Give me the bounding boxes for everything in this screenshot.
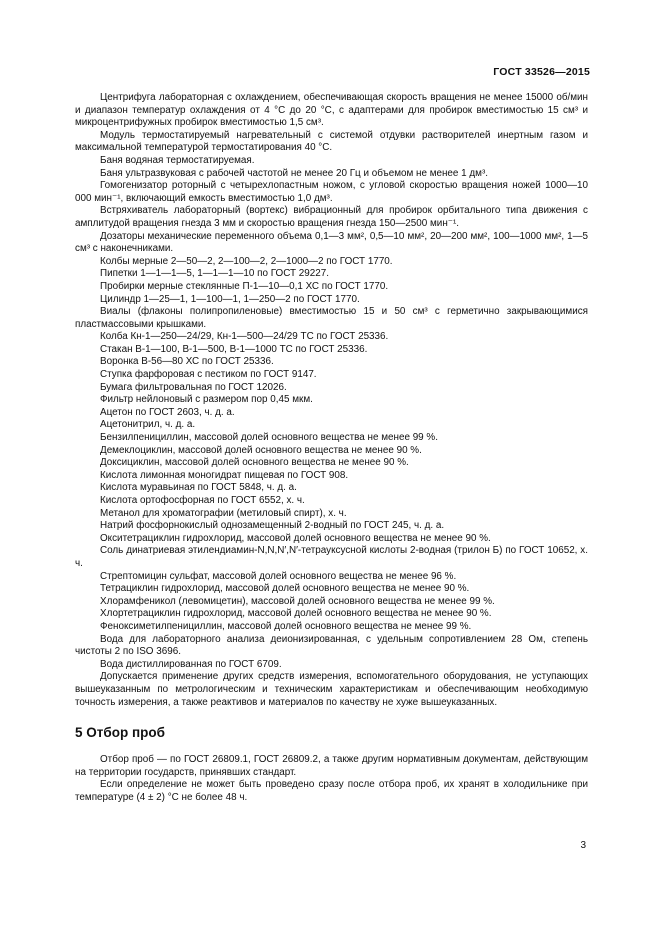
paragraph: Феноксиметилпенициллин, массовой долей основного вещества не менее 99 %. [100, 620, 472, 632]
paragraph: Цилиндр 1—25—1, 1—100—1, 1—250—2 по ГОСТ 1770. [100, 293, 360, 305]
paragraph: Вода для лабораторного анализа деионизированная, с удельным сопротивлением 28 Ом, степень чистоты 2 по ISO 3696. [75, 633, 588, 658]
page-number: 3 [580, 840, 586, 851]
paragraph: Кислота муравьиная по ГОСТ 5848, ч. д. а. [100, 482, 297, 494]
paragraph: Допускается применение других средств измерения, вспомогательного оборудования, не уступающих вышеуказанным по метрологическим и техническим характеристикам и обеспечивающим необходимую точность измерения, а также реактивов и материалов по качеству не хуже вышеуказанных. [75, 671, 588, 708]
section-title: 5 Отбор проб [75, 725, 165, 741]
section-5-body [75, 754, 588, 804]
paragraph: Натрий фосфорнокислый однозамещенный 2-водный по ГОСТ 245, ч. д. а. [100, 520, 445, 532]
paragraph: Фильтр нейлоновый с размером пор 0,45 мкм. [100, 394, 313, 406]
paragraph: Соль динатриевая этилендиамин-N,N,N′,N′-тетрауксусной кислоты 2-водная (трилон Б) по ГОСТ 10652, х. ч. [75, 545, 588, 569]
paragraph: Отбор проб — по ГОСТ 26809.1, ГОСТ 26809.2, а также другим нормативным документам, действующим на территории государств, принявших стандарт. [75, 754, 588, 778]
paragraph: Хлортетрациклин гидрохлорид, массовой долей основного вещества не менее 90 %. [100, 608, 492, 620]
paragraph: Демеклоциклин, массовой долей основного вещества не менее 90 %. [100, 444, 422, 456]
paragraph: Бензилпенициллин, массовой долей основного вещества не менее 99 %. [100, 432, 438, 444]
paragraph: Вода дистиллированная по ГОСТ 6709. [100, 658, 282, 670]
paragraph: Ацетонитрил, ч. д. а. [100, 419, 196, 431]
paragraph: Модуль термостатируемый нагревательный с системой отдувки растворителей инертным газом и максимальной температурой термостатирования 40 °С. [75, 129, 588, 154]
paragraph: Пробирки мерные стеклянные П-1—10—0,1 ХС по ГОСТ 1770. [100, 280, 389, 292]
paragraph: Кислота лимонная моногидрат пищевая по ГОСТ 908. [100, 469, 349, 481]
paragraph: Колба Кн-1—250—24/29, Кн-1—500—24/29 ТС по ГОСТ 25336. [100, 331, 389, 343]
paragraph: Если определение не может быть проведено сразу после отбора проб, их хранят в холодильнике при температуре (4 ± 2) °С не более 48 ч. [75, 779, 588, 803]
paragraph: Кислота ортофосфорная по ГОСТ 6552, х. ч. [100, 495, 305, 506]
paragraph: Баня водяная термостатируемая. [100, 154, 255, 166]
paragraph: Бумага фильтровальная по ГОСТ 12026. [100, 381, 287, 393]
equipment-and-reagents-list [75, 92, 588, 709]
paragraph: Колбы мерные 2—50—2, 2—100—2, 2—1000—2 по ГОСТ 1770. [100, 255, 393, 267]
paragraph: Гомогенизатор роторный с четырехлопастным ножом, с угловой скоростью вращения ножей 1000—10 000 мин⁻¹, включающий емкость вместимостью 1,0 дм³. [75, 180, 588, 204]
document-header: ГОСТ 33526—2015 [493, 66, 590, 78]
paragraph: Пипетки 1—1—1—5, 1—1—1—10 по ГОСТ 29227. [100, 268, 329, 280]
paragraph: Встряхиватель лабораторный (вортекс) вибрационный для пробирок орбитального типа движения с амплитудой вращения гнезда 3 мм и скоростью вращения гнезда 150—2500 мин⁻¹. [75, 205, 588, 229]
paragraph: Дозаторы механические переменного объема 0,1—3 мм², 0,5—10 мм², 20—200 мм², 100—1000 мм², 1—5 см³ с наконечниками. [75, 230, 588, 255]
paragraph: Центрифуга лабораторная с охлаждением, обеспечивающая скорость вращения не менее 15000 об/мин и диапазон температур охлаждения от 4 °С до 20 °С, с адаптерами для пробирок вместимостью 15 см³ и микроцентрифужных пробирок вместимостью 1,5 см³. [75, 92, 588, 129]
document-body [75, 92, 588, 804]
paragraph: Стрептомицин сульфат, массовой долей основного вещества не менее 96 %. [100, 570, 457, 582]
paragraph: Стакан В-1—100, В-1—500, В-1—1000 ТС по ГОСТ 25336. [100, 343, 368, 355]
paragraph: Хлорамфеникол (левомицетин), массовой долей основного вещества не менее 99 %. [100, 595, 495, 607]
paragraph: Баня ультразвуковая с рабочей частотой не менее 20 Гц и объемом не менее 1 дм³. [100, 167, 488, 179]
paragraph: Тетрациклин гидрохлорид, массовой долей основного вещества не менее 90 %. [100, 583, 470, 595]
paragraph: Ступка фарфоровая с пестиком по ГОСТ 9147. [100, 369, 317, 381]
paragraph: Доксициклин, массовой долей основного вещества не менее 90 %. [100, 457, 409, 469]
paragraph: Метанол для хроматографии (метиловый спирт), х. ч. [100, 507, 347, 519]
paragraph: Ацетон по ГОСТ 2603, ч. д. а. [100, 406, 235, 418]
paragraph: Воронка В-56—80 ХС по ГОСТ 25336. [100, 356, 274, 368]
paragraph: Виалы (флаконы полипропиленовые) вместимостью 15 и 50 см³ с герметично закрывающимися пластмассовыми крышками. [75, 306, 588, 330]
paragraph: Окситетрациклин гидрохлорид, массовой долей основного вещества не менее 90 %. [100, 532, 491, 544]
